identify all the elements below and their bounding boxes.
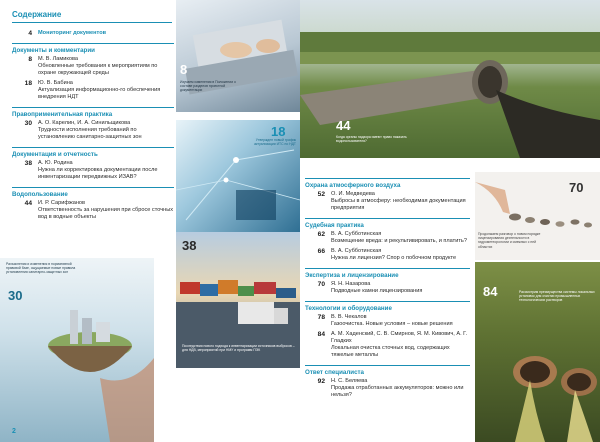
photo-44-caption: Когда органы надзора имеют право наказать водопользователя? bbox=[336, 135, 407, 144]
toc-entry[interactable] bbox=[305, 191, 470, 212]
photo-84-number: 84 bbox=[483, 284, 498, 299]
toc-title-text: Подводные камни лицензирования bbox=[331, 288, 423, 294]
title-rule bbox=[12, 22, 172, 23]
toc-author: А. О. Карелин, И. А. Синильщикова bbox=[38, 120, 131, 126]
toc-page-number: 84 bbox=[317, 331, 325, 338]
section-header: Правоприменительная практика bbox=[12, 107, 174, 118]
photo-70-caption: Продолжаем разговор о новом порядке лицензирования деятельности в гидрометеорологии и смежных с ней областях bbox=[478, 232, 541, 249]
toc-title-text: Возмещение вреда: и рекультивировать, и платить? bbox=[331, 238, 467, 244]
photo-8-number: 8 bbox=[180, 62, 188, 77]
section-header: Документы и комментарии bbox=[12, 43, 174, 54]
page-number: 2 bbox=[12, 428, 16, 435]
toc-title-text: Локальная очистка сточных вод, содержащих тяжелые металлы bbox=[331, 345, 450, 358]
toc-page-number: 78 bbox=[317, 314, 325, 321]
toc-entry[interactable] bbox=[12, 30, 174, 37]
toc-author: А. М. Хаденский, С. В. Смирнов, Я. М. Кивович, А. Г. Гладких bbox=[331, 331, 468, 344]
toc-entry[interactable] bbox=[305, 248, 470, 262]
photo-laptop bbox=[176, 0, 300, 112]
toc-author: Я. Н. Назарова bbox=[331, 281, 371, 287]
toc-author: О. И. Медведева bbox=[331, 191, 375, 197]
toc-title-text: Мониторинг документов bbox=[38, 30, 107, 36]
toc-title-text: Нужна ли лицензия? Спор о побочном продукте bbox=[331, 255, 457, 261]
toc-title-text: Газоочистка. Новые условия – новые решения bbox=[331, 321, 453, 327]
photo-tech bbox=[176, 120, 300, 232]
photo-30-number: 30 bbox=[8, 288, 23, 303]
toc-page-number: 44 bbox=[24, 200, 32, 207]
toc-page-number: 92 bbox=[317, 378, 325, 385]
toc-entry[interactable] bbox=[305, 314, 470, 328]
toc-page-number: 38 bbox=[24, 160, 32, 167]
toc-page-number: 8 bbox=[28, 56, 32, 63]
laptop-illustration bbox=[176, 0, 300, 112]
toc-author: М. В. Ламикова bbox=[38, 56, 79, 62]
photo-18-caption: Утвержден новый график актуализации ИТС по НДТ bbox=[254, 138, 296, 147]
photo-8-caption: Изучаем изменения в Положении о составе разделов проектной документации bbox=[180, 80, 236, 93]
toc-page-number: 62 bbox=[317, 231, 325, 238]
photo-island bbox=[0, 258, 154, 442]
toc-author: И. Р. Сарифжанов bbox=[38, 200, 85, 206]
toc-title-text: Нужна ли корректировка документации после инвентаризации передвижных ИЗАВ? bbox=[38, 167, 158, 180]
section-header: Экспертиза и лицензирование bbox=[305, 268, 470, 279]
toc-entry[interactable] bbox=[305, 281, 470, 295]
section-header: Документация и отчетность bbox=[12, 147, 174, 158]
toc-author: Ю. В. Бабина bbox=[38, 80, 73, 86]
section-header: Судебная практика bbox=[305, 218, 470, 229]
toc-author: В. А. Субботинская bbox=[331, 231, 382, 237]
toc-entry[interactable] bbox=[305, 331, 470, 359]
toc-page-number: 4 bbox=[28, 30, 32, 37]
toc-title-text: Трудности исполнения требований по установлению санитарно-защитных зон bbox=[38, 127, 142, 140]
toc-entry[interactable] bbox=[305, 378, 470, 399]
photo-stones bbox=[475, 172, 600, 260]
toc-title: Содержание bbox=[12, 10, 62, 19]
toc-entry[interactable] bbox=[12, 80, 174, 101]
photo-38-number: 38 bbox=[182, 238, 197, 253]
photo-30-caption: Разъяснения и изменения в нормативной правовой базе, ощущаемые новые правила установления санитарно-защитных зон bbox=[6, 262, 76, 275]
photo-drain bbox=[475, 262, 600, 442]
toc-page-number: 30 bbox=[24, 120, 32, 127]
toc-title-text: Обновленные требования к мероприятиям по охране окружающей среды bbox=[38, 63, 158, 76]
toc-author: Н. С. Беляева bbox=[331, 378, 368, 384]
toc-right bbox=[305, 172, 470, 402]
toc-page-number: 66 bbox=[317, 248, 325, 255]
toc-page-number: 52 bbox=[317, 191, 325, 198]
toc-title-text: Актуализация информационно-го обеспечения внедрения НДТ bbox=[38, 87, 161, 100]
toc-title-text: Выбросы в атмосферу: необходимая документация предприятия bbox=[331, 198, 466, 211]
photo-38-caption: Последствия нового подхода к инвентаризации источников выбросов – для НДВ, мероприятий при НМУ и программ ПЭК bbox=[182, 344, 295, 353]
section-header: Охрана атмосферного воздуха bbox=[305, 178, 470, 189]
toc-left bbox=[12, 30, 174, 224]
toc-author: В. А. Субботинская bbox=[331, 248, 382, 254]
section-header: Технологии и оборудование bbox=[305, 301, 470, 312]
toc-entry[interactable] bbox=[12, 56, 174, 77]
toc-title-text: Продажа отработанных аккумуляторов: можно или нельзя? bbox=[331, 385, 464, 398]
section-header: Ответ специалиста bbox=[305, 365, 470, 376]
photo-44-number: 44 bbox=[336, 118, 351, 133]
photo-pipe-landscape bbox=[300, 0, 600, 158]
toc-author: В. В. Чекалов bbox=[331, 314, 367, 320]
toc-page-number: 70 bbox=[317, 281, 325, 288]
photo-port bbox=[176, 232, 300, 368]
toc-author: А. Ю. Родина bbox=[38, 160, 73, 166]
toc-title-text: Ответственность за нарушения при сбросе сточных вод в водные объекты bbox=[38, 207, 174, 220]
toc-entry[interactable] bbox=[305, 231, 470, 245]
photo-84-caption: Рассмотрим преимущества системы локальных установок для очистки промышленных технологических растворов bbox=[519, 290, 595, 303]
toc-entry[interactable] bbox=[12, 160, 174, 181]
toc-page-number: 18 bbox=[24, 80, 32, 87]
toc-entry[interactable] bbox=[12, 120, 174, 141]
section-header: Водопользование bbox=[12, 187, 174, 198]
photo-18-number: 18 bbox=[271, 124, 286, 139]
photo-70-number: 70 bbox=[569, 180, 584, 195]
island-illustration bbox=[0, 258, 154, 442]
toc-entry[interactable] bbox=[12, 200, 174, 221]
